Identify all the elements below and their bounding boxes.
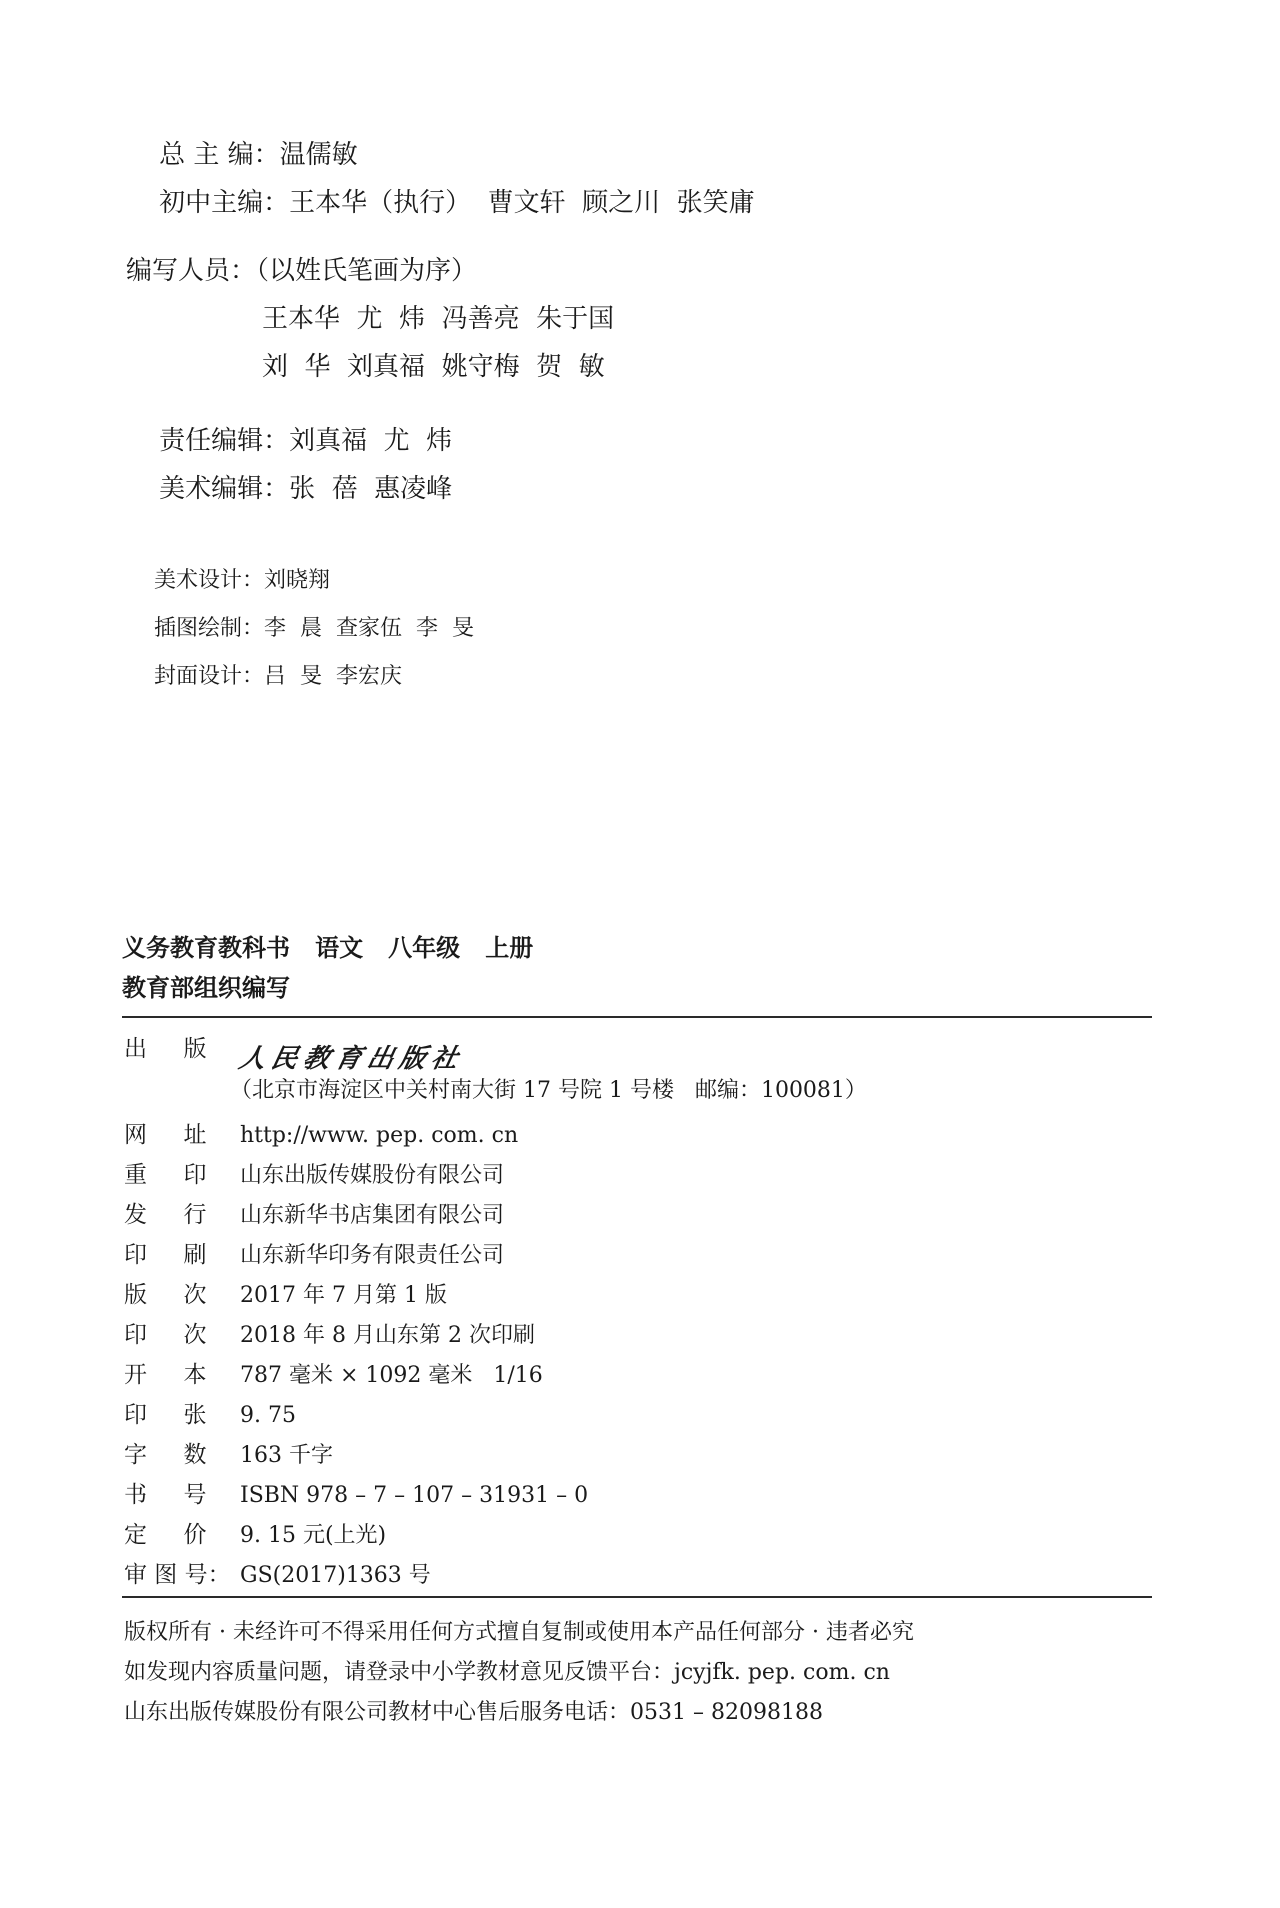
art-editor-value: 张 蓓 惠凌峰: [289, 474, 453, 504]
chief-editor-value: 温儒敏: [279, 140, 358, 170]
publisher-logo: 人民教育出版社: [236, 1044, 467, 1074]
imprint-label: 版 次: [124, 1282, 207, 1308]
chief-editor-label: 总 主 编：: [159, 140, 280, 170]
art-editor-line: [126, 450, 452, 528]
imprint-label: 印 刷: [124, 1242, 207, 1268]
imprint-label: 字 数: [124, 1442, 207, 1468]
imprint-label: 书 号: [124, 1482, 207, 1508]
bottom-divider: [122, 1596, 1152, 1598]
imprint-label: 审 图 号：: [124, 1562, 231, 1588]
cover-design-label: 封面设计：: [153, 664, 264, 689]
imprint-value: 9. 75: [240, 1403, 296, 1428]
imprint-label: 印 张: [124, 1402, 207, 1428]
book-title: 义务教育教科书 语文 八年级 上册: [122, 934, 534, 962]
responsible-editor-value: 刘真福 尤 炜: [289, 426, 453, 456]
writers-row-1: 王本华 尤 炜 冯善亮 朱于国: [262, 304, 615, 334]
publisher-label: 出 版: [124, 1036, 207, 1062]
imprint-label: 定 价: [124, 1522, 207, 1548]
illustration-value: 李 晨 查家伍 李 旻: [264, 616, 474, 641]
publisher-address: （北京市海淀区中关村南大街 17 号院 1 号楼 邮编：100081）: [230, 1078, 867, 1103]
junior-editor-line: [126, 164, 755, 242]
art-editor-label: 美术编辑：: [159, 474, 290, 504]
illustration-label: 插图绘制：: [153, 616, 264, 641]
imprint-value: ISBN 978 – 7 – 107 – 31931 – 0: [240, 1483, 589, 1508]
imprint-value: 山东新华书店集团有限公司: [240, 1203, 505, 1228]
top-divider: [122, 1016, 1152, 1018]
responsible-editor-label: 责任编辑：: [159, 426, 290, 456]
writers-label: 编写人员：（以姓氏笔画为序）: [126, 256, 478, 286]
imprint-value: GS(2017)1363 号: [240, 1563, 431, 1588]
imprint-value: 山东出版传媒股份有限公司: [240, 1163, 505, 1188]
imprint-value: 787 毫米 × 1092 毫米 1/16: [240, 1363, 543, 1388]
imprint-value: 山东新华印务有限责任公司: [240, 1243, 505, 1268]
imprint-value: 163 千字: [240, 1443, 333, 1468]
art-design-label: 美术设计：: [153, 568, 264, 593]
imprint-value: 2018 年 8 月山东第 2 次印刷: [240, 1323, 535, 1348]
imprint-value: 9. 15 元(上光): [240, 1523, 387, 1548]
feedback-notice: 如发现内容质量问题，请登录中小学教材意见反馈平台：jcyjfk. pep. com. cn: [124, 1660, 890, 1685]
imprint-label: 发 行: [124, 1202, 207, 1228]
imprint-label: 开 本: [124, 1362, 207, 1388]
book-compiler: 教育部组织编写: [122, 974, 290, 1002]
cover-design-value: 吕 旻 李宏庆: [264, 664, 402, 689]
writers-row-2: 刘 华 刘真福 姚守梅 贺 敏: [262, 352, 605, 382]
imprint-value: http://www. pep. com. cn: [240, 1123, 519, 1148]
cover-design-line: [126, 644, 402, 710]
junior-editor-label: 初中主编：: [159, 188, 290, 218]
service-phone: 山东出版传媒股份有限公司教材中心售后服务电话：0531 – 82098188: [124, 1700, 823, 1725]
imprint-value: 2017 年 7 月第 1 版: [240, 1283, 447, 1308]
imprint-label: 网 址: [124, 1122, 207, 1148]
imprint-label: 印 次: [124, 1322, 207, 1348]
art-design-value: 刘晓翔: [264, 568, 331, 593]
imprint-label: 重 印: [124, 1162, 207, 1188]
copyright-notice: 版权所有 · 未经许可不得采用任何方式擅自复制或使用本产品任何部分 · 违者必究: [124, 1620, 914, 1645]
junior-editor-value: 王本华（执行） 曹文轩 顾之川 张笑庸: [289, 188, 755, 218]
